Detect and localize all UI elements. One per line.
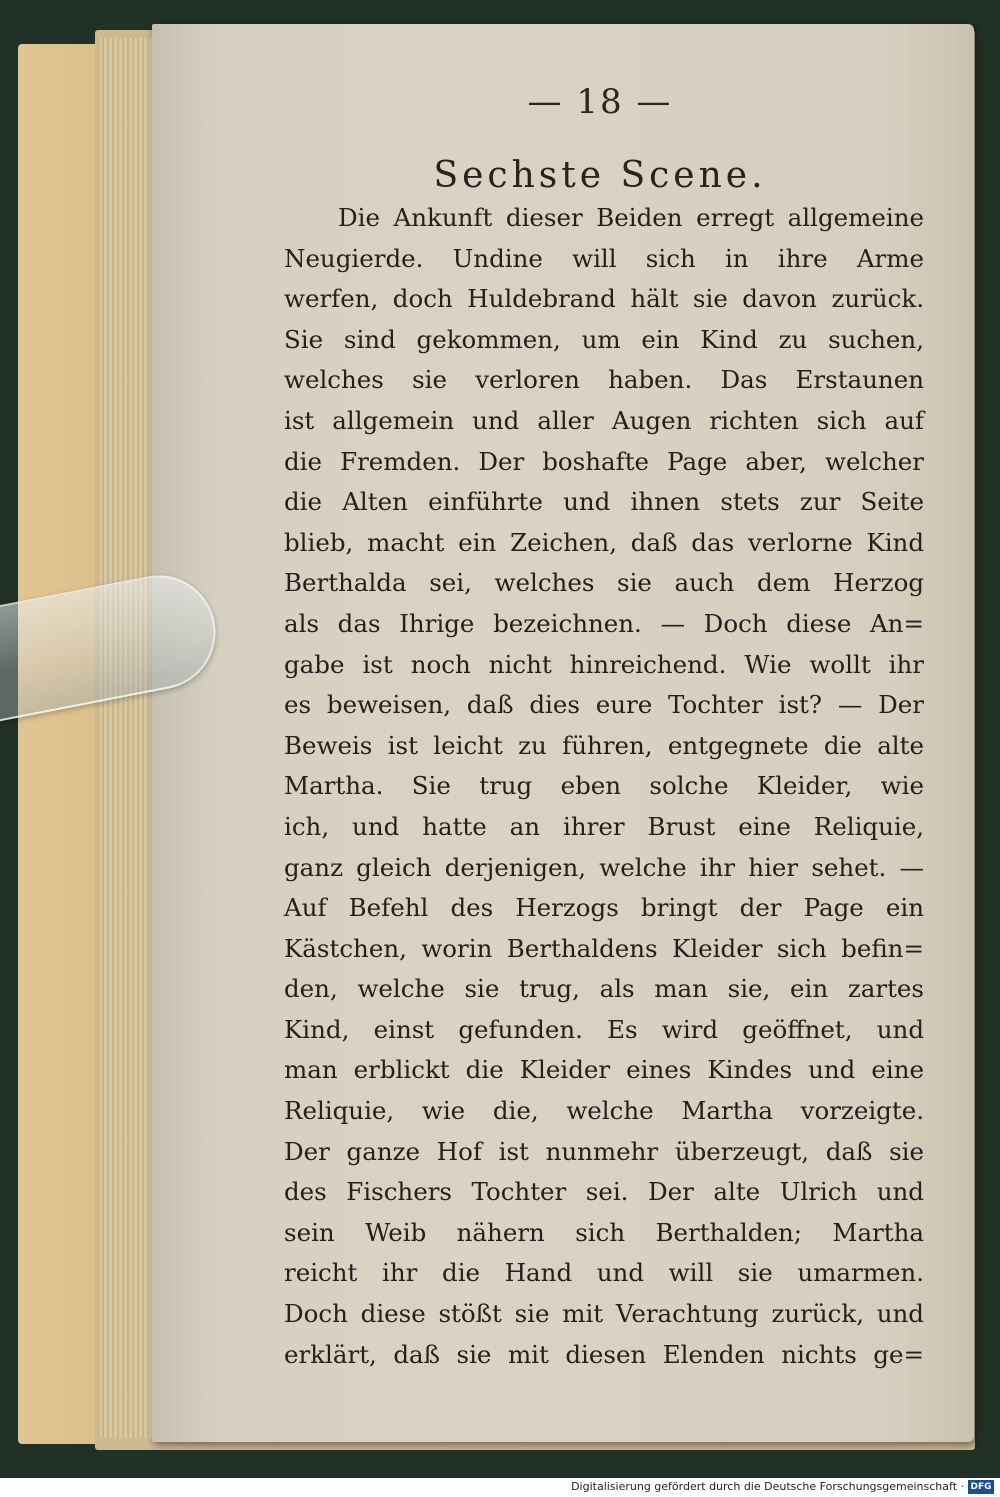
page-edges [100,38,160,1438]
text-line: ich, und hatte an ihrer Brust eine Reliquie, [284,811,924,841]
text-line: den, welche sie trug, als man sie, ein zartes [284,974,924,1004]
text-line: Berthalda sei, welches sie auch dem Herzog [284,568,924,598]
page-number: — 18 — [527,82,673,122]
text-line: die Fremden. Der boshafte Page aber, welcher [284,446,924,476]
text-line: Kind, einst gefunden. Es wird geöffnet, und [284,1014,924,1044]
text-line: man erblickt die Kleider eines Kindes und eine [284,1055,924,1085]
text-line: werfen, doch Huldebrand hält sie davon zurück. [284,284,924,314]
text-line: es beweisen, daß dies eure Tochter ist? — Der [284,690,924,720]
footer-credit: Digitalisierung gefördert durch die Deutsche Forschungsgemeinschaft · [571,1480,964,1493]
text-line: reicht ihr die Hand und will sie umarmen. [284,1258,924,1288]
text-line: Der ganze Hof ist nunmehr überzeugt, daß sie [284,1136,924,1166]
text-line: sein Weib nähern sich Berthalden; Martha [284,1217,924,1247]
text-line: Kästchen, worin Berthaldens Kleider sich befin= [284,933,924,963]
text-line: ist allgemein und aller Augen richten sich auf [284,405,924,435]
text-line: Die Ankunft dieser Beiden erregt allgemeine [338,203,924,232]
text-line: Beweis ist leicht zu führen, entgegnete die alte [284,730,924,760]
text-line: Martha. Sie trug eben solche Kleider, wie [284,771,924,801]
text-line: erklärt, daß sie mit diesen Elenden nichts ge= [284,1339,924,1369]
text-line: Auf Befehl des Herzogs bringt der Page ein [284,893,924,923]
scene-heading: Sechste Scene. [433,155,767,196]
text-line: Neugierde. Undine will sich in ihre Arme [284,243,924,273]
text-line: des Fischers Tochter sei. Der alte Ulrich und [284,1177,924,1207]
text-line: Doch diese stößt sie mit Verachtung zurück, und [284,1299,924,1329]
text-line: als das Ihrige bezeichnen. — Doch diese An= [284,608,924,638]
text-line: Sie sind gekommen, um ein Kind zu suchen, [284,324,924,354]
text-line: die Alten einführte und ihnen stets zur Seite [284,487,924,517]
text-line: gabe ist noch nicht hinreichend. Wie wollt ihr [284,649,924,679]
text-line: blieb, macht ein Zeichen, daß das verlorne Kind [284,527,924,557]
body-text [284,198,924,1375]
text-line: Reliquie, wie die, welche Martha vorzeigte. [284,1096,924,1126]
text-line: ganz gleich derjenigen, welche ihr hier sehet. — [284,852,924,882]
dfg-logo: DFG [968,1480,994,1494]
text-line: welches sie verloren haben. Das Erstaunen [284,365,924,395]
